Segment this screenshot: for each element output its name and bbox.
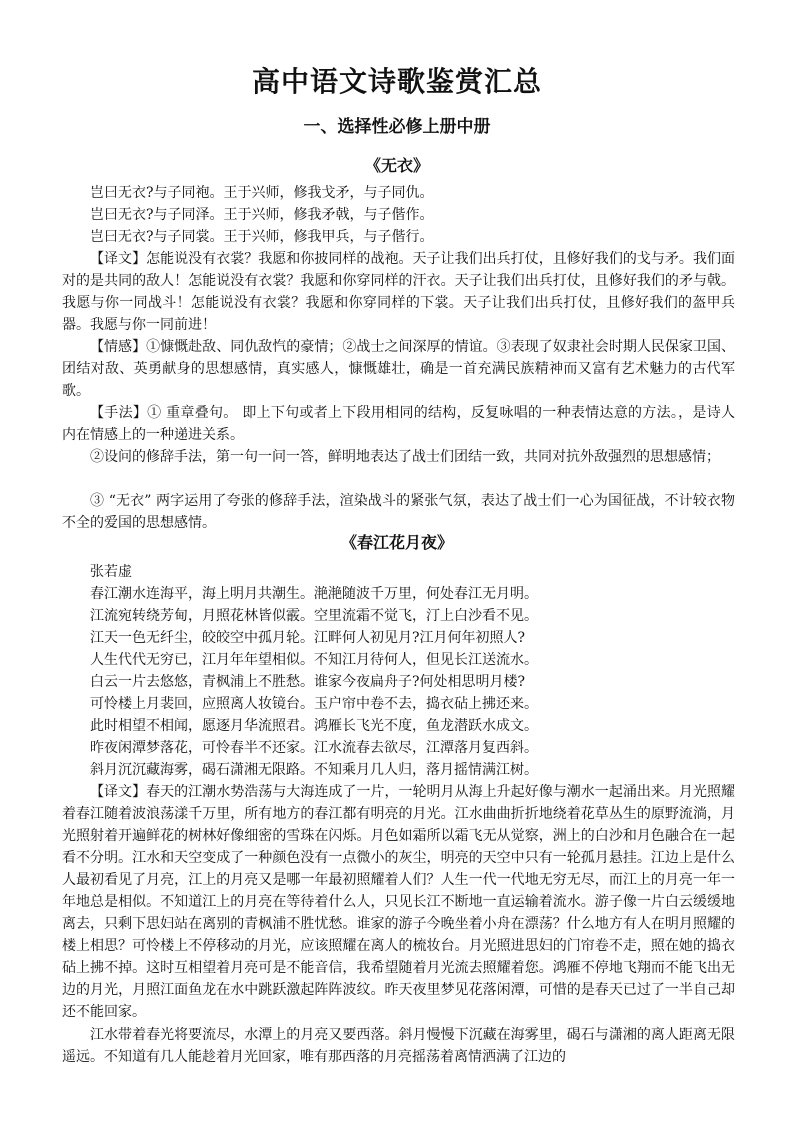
poem-line: 斜月沉沉藏海雾，碣石潇湘无限路。不知乘月几人归，落月摇情满江树。	[90, 762, 538, 778]
wuyi-technique-1: 【手法】① 重章叠句。 即上下句或者上下段用相同的结构，反复咏唱的一种表情达意的方法。，是诗人内在情感上的一种递进关系。	[62, 405, 735, 443]
poem-line: 江天一色无纤尘，皎皎空中孤月轮。江畔何人初见月?江月何年初照人?	[90, 630, 526, 646]
poem-wuyi-text	[90, 182, 735, 248]
wuyi-translation: 【译文】怎能说没有衣裳？我愿和你披同样的战袍。天子让我们出兵打仗，且修好我们的戈与矛。我们面对的是共同的敌人！怎能说没有衣裳？我愿和你穿同样的汗衣。天子让我们出兵打仗，且修好我们的矛与戟。我愿与你一同战斗！怎能说没有衣裳？我愿和你穿同样的下裳。天子让我们出兵打仗，且修好我们的盔甲兵器。我愿与你一同前进！	[62, 251, 735, 333]
poem-chunjiang-text	[90, 561, 735, 781]
poem-line: 此时相望不相闻，愿逐月华流照君。鸿雁长飞光不度，鱼龙潜跃水成文。	[90, 718, 538, 734]
poem-line: 昨夜闲潭梦落花，可怜春半不还家。江水流春去欲尽，江潭落月复西斜。	[90, 740, 538, 756]
poem-line: 岂曰无衣?与子同泽。王于兴师，修我矛戟，与子偕作。	[90, 207, 434, 223]
poem-line: 江流宛转绕芳甸，月照花林皆似霰。空里流霜不觉飞，汀上白沙看不见。	[90, 608, 538, 624]
wuyi-technique-3: ③ “无衣” 两字运用了夸张的修辞手法，渲染战斗的紧张气氛，表达了战士们一心为国征战，不计较衣物不全的爱国的思想感情。	[62, 493, 735, 531]
chunjiang-translation: 【译文】春天的江潮水势浩荡与大海连成了一片，一轮明月从海上升起好像与潮水一起涌出来。月光照耀着春江随着波浪荡漾千万里，所有地方的春江都有明亮的月光。江水曲曲折折地绕着花草丛生的原野流淌，月光照射着开遍鲜花的树林好像细密的雪珠在闪烁。月色如霜所以霜飞无从觉察，洲上的白沙和月色融合在一起看不分明。江水和天空变成了一种颜色没有一点微小的灰尘，明亮的天空中只有一轮孤月悬挂。江边上是什么人最初看见了月亮，江上的月亮又是哪一年最初照耀着人们？人生一代一代地无穷无尽，而江上的月亮一年一年地总是相似。不知道江上的月亮在等待着什么人，只见长江不断地一直运输着流水。游子像一片白云缓缓地离去，只剩下思妇站在离别的青枫浦不胜忧愁。谁家的游子今晚坐着小舟在漂荡？什么地方有人在明月照耀的楼上相思？可怜楼上不停移动的月光，应该照耀在离人的梳妆台。月光照进思妇的门帘卷不走，照在她的捣衣砧上拂不掉。这时互相望着月亮可是不能音信，我希望随着月光流去照耀着您。鸿雁不停地飞翔而不能飞出无边的月光，月照江面鱼龙在水中跳跃激起阵阵波纹。昨天夜里梦见花落闲潭，可惜的是春天已过了一半自己却还不能回家。	[62, 784, 735, 1020]
poem-line: 春江潮水连海平，海上明月共潮生。滟滟随波千万里，何处春江无月明。	[90, 586, 538, 602]
poem-line: 白云一片去悠悠，青枫浦上不胜愁。谁家今夜扁舟子?何处相思明月楼?	[90, 674, 526, 690]
poem-author: 张若虚	[90, 564, 132, 580]
chunjiang-translation-cont: 江水带着春光将要流尽，水潭上的月亮又要西落。斜月慢慢下沉藏在海雾里，碣石与潇湘的离人距离无限遥远。不知道有几人能趁着月光回家，唯有那西落的月亮摇荡着离情洒满了江边的	[62, 1027, 735, 1065]
poem-title-chunjiang: 《春江花月夜》	[340, 533, 453, 552]
section-heading: 一、选择性必修上册中册	[303, 117, 491, 137]
poem-line: 人生代代无穷已，江月年年望相似。不知江月待何人，但见长江送流水。	[90, 652, 538, 668]
poem-line: 岂曰无衣?与子同袍。王于兴师，修我戈矛，与子同仇。	[90, 185, 434, 201]
wuyi-technique-2: ②设问的修辞手法，第一句一问一答，鲜明地表达了战士们团结一致，共同对抗外敌强烈的思想感情；	[90, 449, 720, 465]
poem-line: 岂曰无衣?与子同裳。王于兴师，修我甲兵，与子偕行。	[90, 229, 434, 245]
document-title: 高中语文诗歌鉴赏汇总	[251, 65, 542, 98]
wuyi-emotion: 【情感】①慷慨赴敌、同仇敌忾的豪情；②战士之间深厚的情谊。③表现了奴隶社会时期人民保家卫国、团结对敌、英勇献身的思想感情，真实感人，慷慨雄壮，确是一首充满民族精神而又富有艺术魅力的古代军歌。	[62, 339, 735, 399]
poem-title-wuyi: 《无衣》	[364, 156, 429, 175]
poem-line: 可怜楼上月裴回，应照离人妆镜台。玉户帘中卷不去，捣衣砧上拂还来。	[90, 696, 538, 712]
